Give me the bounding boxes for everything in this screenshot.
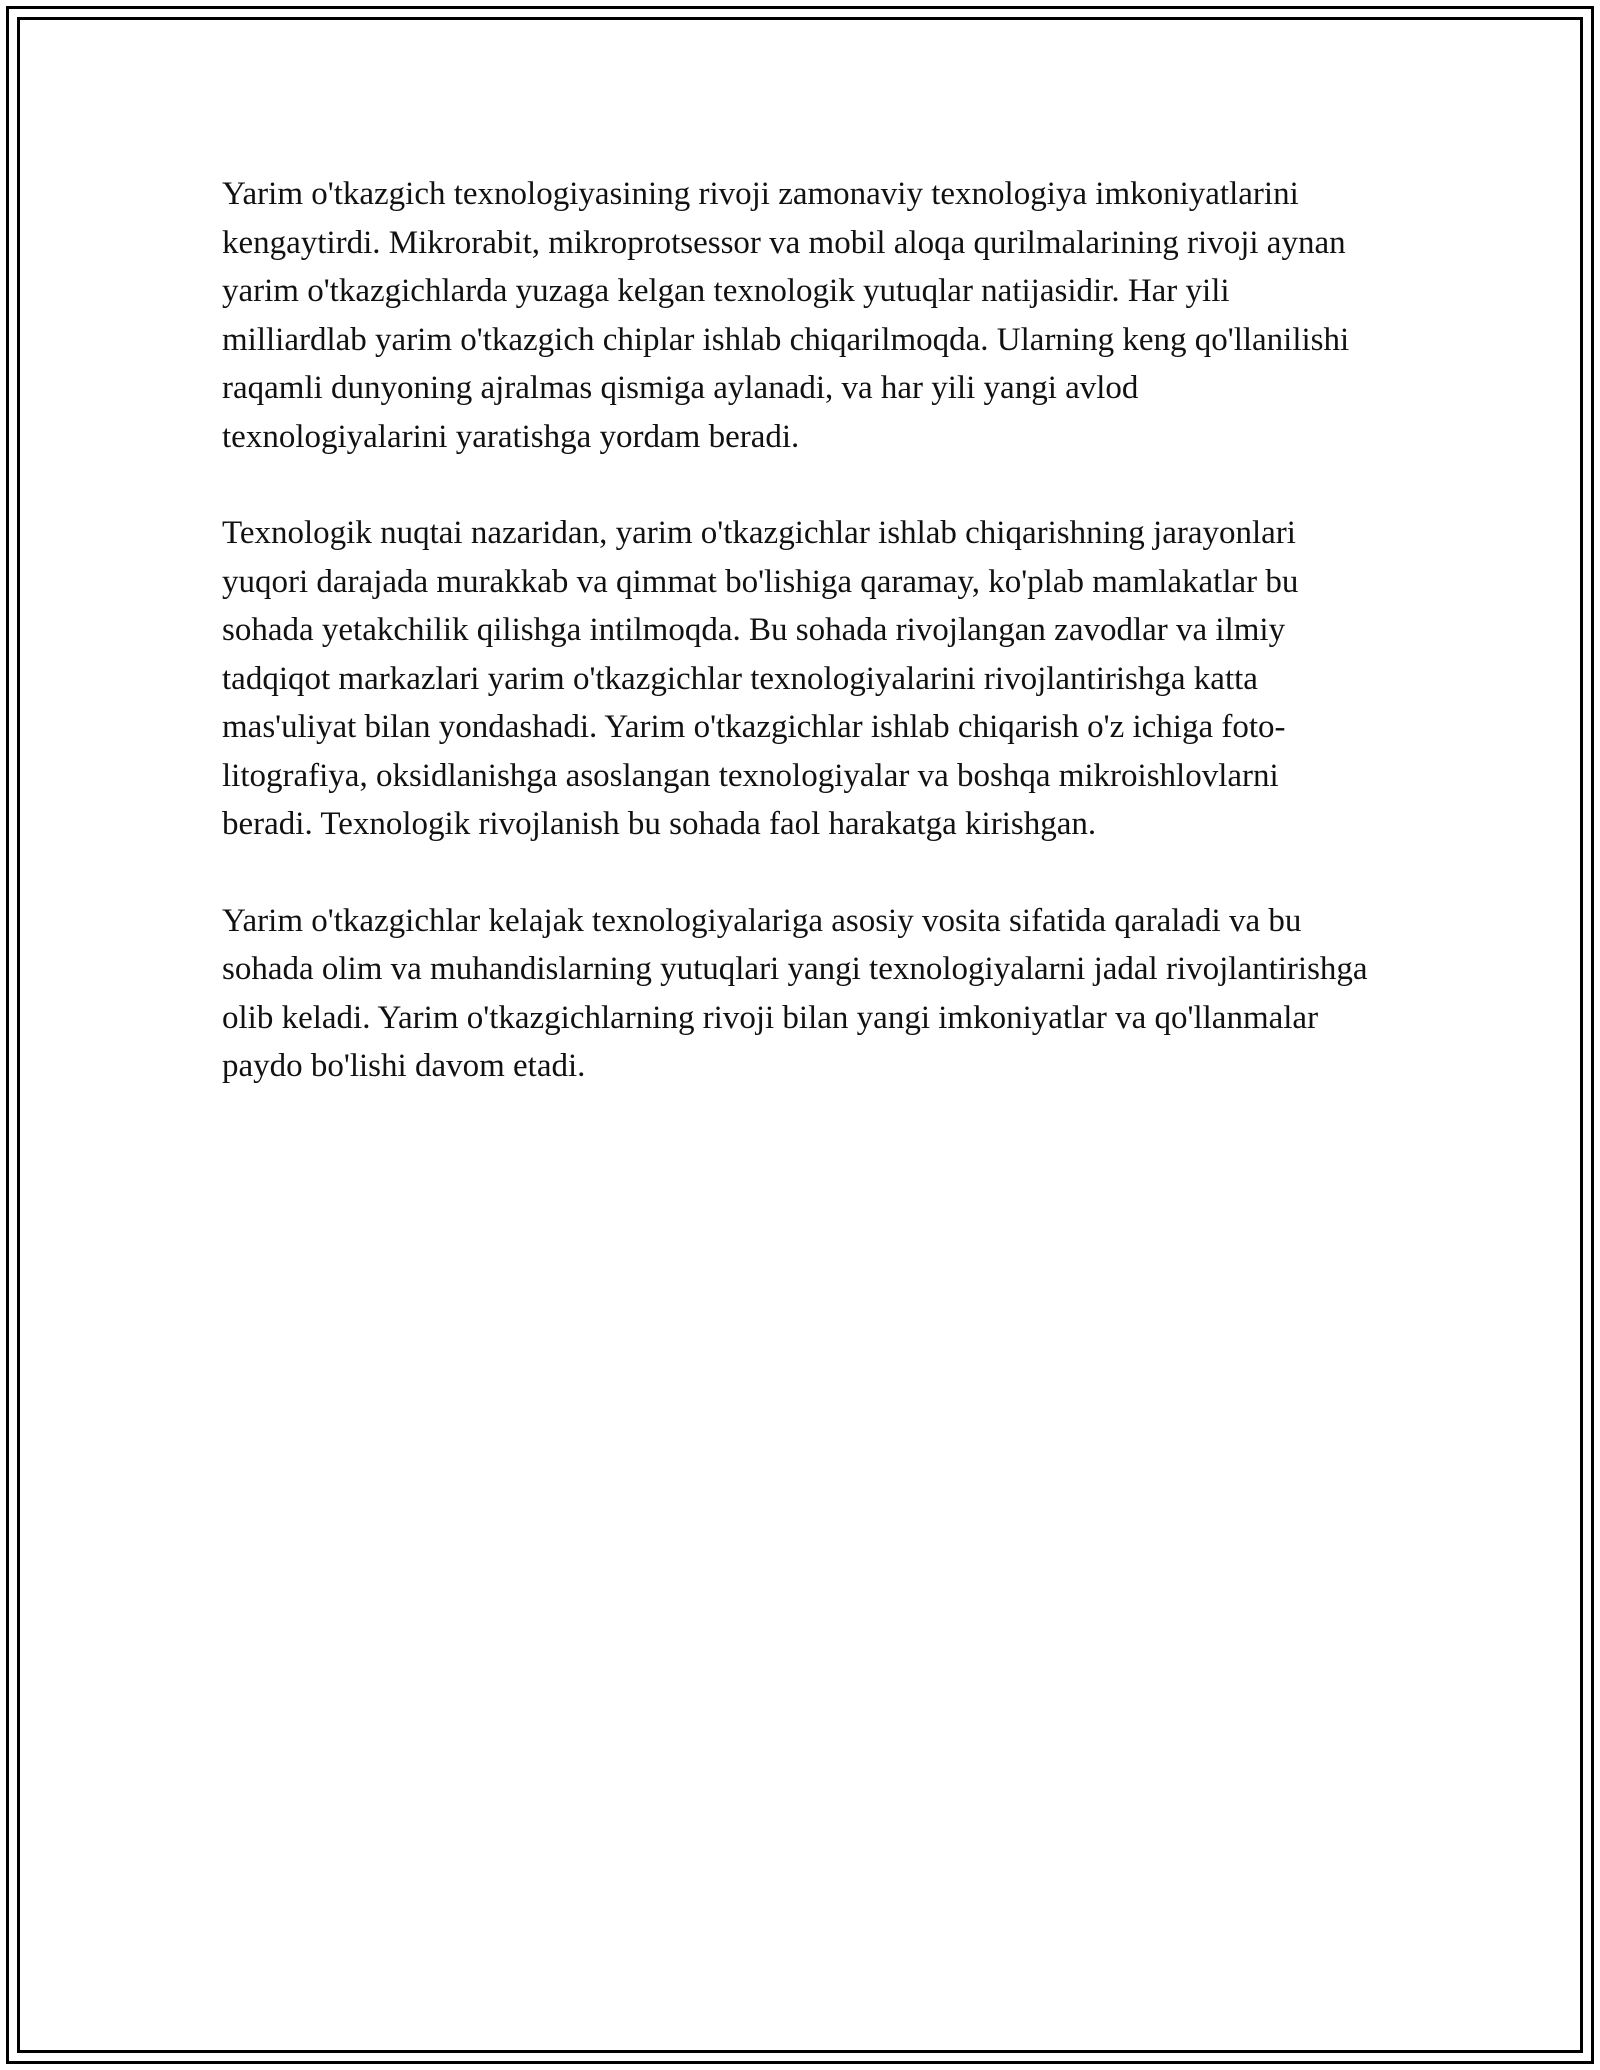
paragraph-3: Yarim o'tkazgichlar kelajak texnologiyalariga asosiy vosita sifatida qaraladi va bu sohada olim va muhandislarning yutuqlari yangi texnologiyalarni jadal rivojlantirishga olib keladi. Yarim o'tkazgichlarning rivoji bilan yangi imkoniyatlar va qo'llanmalar paydo bo'lishi davom etadi.	[222, 902, 1368, 1084]
document-body	[222, 170, 1372, 1139]
paragraph-1: Yarim o'tkazgich texnologiyasining rivoji zamonaviy texnologiya imkoniyatlarini kengaytirdi. Mikrorabit, mikroprotsessor va mobil aloqa qurilmalarining rivoji aynan yarim o'tkazgichlarda yuzaga kelgan texnologik yutuqlar natijasidir. Har yili milliardlab yarim o'tkazgich chiplar ishlab chiqarilmoqda. Ularning keng qo'llanilishi raqamli dunyoning ajralmas qismiga aylanadi, va har yili yangi avlod texnologiyalarini yaratishga yordam beradi.	[222, 176, 1350, 455]
paragraph-2: Texnologik nuqtai nazaridan, yarim o'tkazgichlar ishlab chiqarishning jarayonlari yuqori darajada murakkab va qimmat bo'lishiga qaramay, ko'plab mamlakatlar bu sohada yetakchilik qilishga intilmoqda. Bu sohada rivojlangan zavodlar va ilmiy tadqiqot markazlari yarim o'tkazgichlar texnologiyalarini rivojlantirishga katta mas'uliyat bilan yondashadi. Yarim o'tkazgichlar ishlab chiqarish o'z ichiga foto-litografiya, oksidlanishga asoslangan texnologiyalar va boshqa mikroishlovlarni beradi. Texnologik rivojlanish bu sohada faol harakatga kirishgan.	[222, 515, 1299, 842]
